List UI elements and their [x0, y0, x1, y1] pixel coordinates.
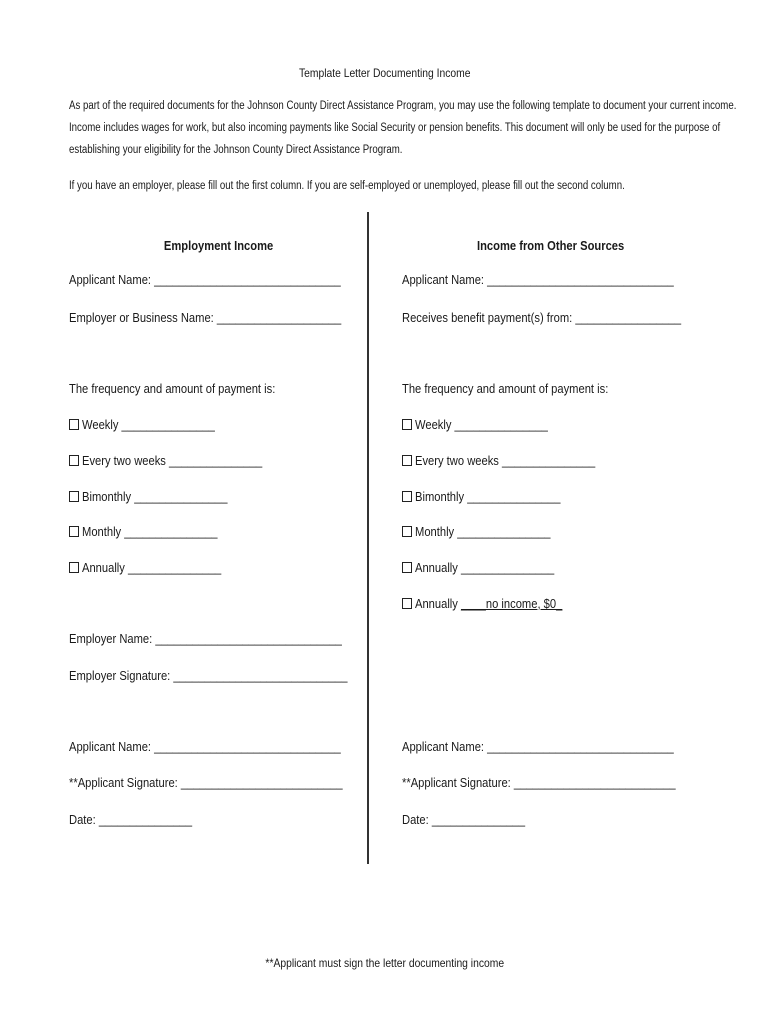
- checkbox-icon[interactable]: [402, 598, 412, 609]
- intro-line: establishing your eligibility for the Johnson County Direct Assistance Program.: [69, 144, 403, 156]
- annually-label: Annually: [415, 596, 458, 611]
- left-every-two-weeks-option[interactable]: Every two weeks _______________: [69, 453, 292, 469]
- employer-name-field[interactable]: Employer Name: ______________________________: [69, 631, 342, 646]
- left-applicant-signature-field[interactable]: **Applicant Signature: __________________________: [69, 775, 343, 790]
- right-applicant-signature-field[interactable]: **Applicant Signature: __________________________: [402, 775, 676, 790]
- checkbox-icon[interactable]: [402, 491, 412, 502]
- checkbox-icon[interactable]: [402, 526, 412, 537]
- right-applicant-name-field[interactable]: Applicant Name: ______________________________: [402, 272, 674, 287]
- intro-line: As part of the required documents for the Johnson County Direct Assistance Program, you may use the following template to document your current income.: [69, 100, 737, 112]
- document-title: Template Letter Documenting Income: [299, 66, 471, 80]
- checkbox-icon[interactable]: [402, 455, 412, 466]
- checkbox-icon[interactable]: [69, 562, 79, 573]
- left-bimonthly-option[interactable]: Bimonthly _______________: [69, 489, 251, 505]
- left-applicant-name-field[interactable]: Applicant Name: ______________________________: [69, 272, 341, 287]
- instruction-paragraph: [69, 175, 770, 197]
- right-date-field[interactable]: Date: _______________: [402, 812, 526, 827]
- left-weekly-option[interactable]: Weekly _______________: [69, 417, 236, 433]
- checkbox-icon[interactable]: [69, 526, 79, 537]
- intro-line: Income includes wages for work, but also incoming payments like Social Security or pension benefits. This document will only be used for the purpose of: [69, 122, 721, 134]
- right-applicant-name-2-field[interactable]: Applicant Name: ______________________________: [402, 739, 674, 754]
- right-annually-option[interactable]: Annually _______________: [402, 560, 577, 576]
- right-frequency-label: The frequency and amount of payment is:: [402, 381, 609, 396]
- left-date-field[interactable]: Date: _______________: [69, 812, 193, 827]
- checkbox-icon[interactable]: [69, 455, 79, 466]
- left-column-heading: Employment Income: [164, 238, 274, 253]
- right-bimonthly-option[interactable]: Bimonthly _______________: [402, 489, 584, 505]
- footer-note: **Applicant must sign the letter documenting income: [265, 956, 505, 970]
- right-weekly-option[interactable]: Weekly _______________: [402, 417, 569, 433]
- checkbox-icon[interactable]: [402, 562, 412, 573]
- checkbox-icon[interactable]: [402, 419, 412, 430]
- checkbox-icon[interactable]: [69, 491, 79, 502]
- right-monthly-option[interactable]: Monthly _______________: [402, 524, 573, 540]
- left-annually-option[interactable]: Annually _______________: [69, 560, 244, 576]
- intro-paragraph: [69, 95, 770, 161]
- right-annually-no-income-option[interactable]: [402, 596, 586, 612]
- instruction-text: If you have an employer, please fill out the first column. If you are self-employed or unemployed, please fill out the second column.: [69, 180, 625, 192]
- left-frequency-label: The frequency and amount of payment is:: [69, 381, 276, 396]
- left-monthly-option[interactable]: Monthly _______________: [69, 524, 240, 540]
- benefit-source-field[interactable]: Receives benefit payment(s) from: _________________: [402, 310, 682, 325]
- right-every-two-weeks-option[interactable]: Every two weeks _______________: [402, 453, 625, 469]
- left-employer-business-field[interactable]: Employer or Business Name: ____________________: [69, 310, 342, 325]
- left-applicant-name-2-field[interactable]: Applicant Name: ______________________________: [69, 739, 341, 754]
- employer-signature-field[interactable]: Employer Signature: ____________________________: [69, 668, 348, 683]
- right-column-heading: Income from Other Sources: [477, 238, 625, 253]
- no-income-value: ____no income, $0_: [461, 596, 563, 611]
- checkbox-icon[interactable]: [69, 419, 79, 430]
